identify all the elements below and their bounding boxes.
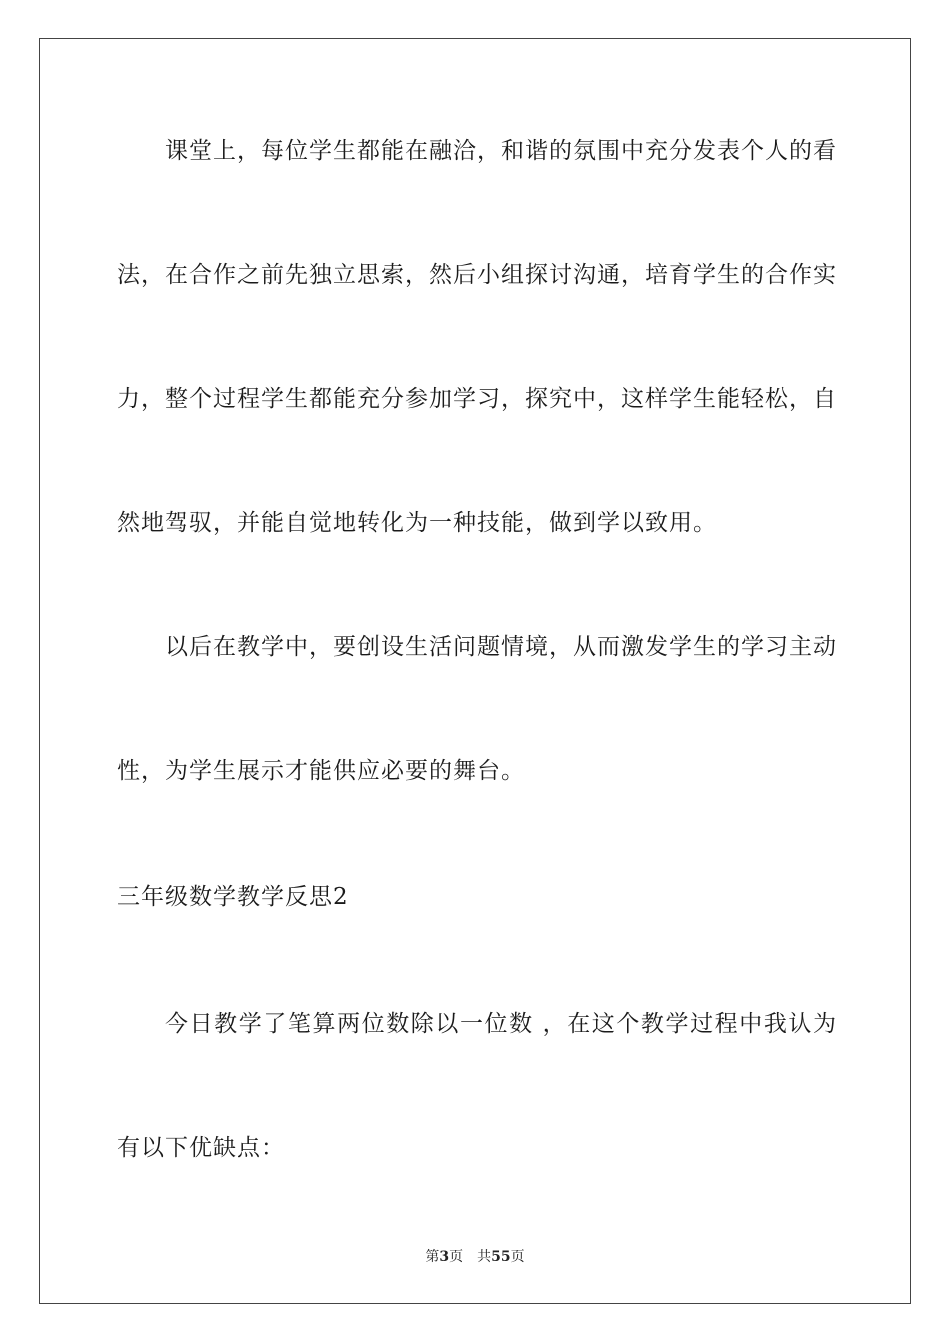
paragraph-1-line-4: 然地驾驭，并能自觉地转化为一种技能，做到学以致用。 [117,510,717,536]
footer-total-prefix: 共 [477,1249,492,1265]
footer-total-suffix: 页 [510,1249,525,1265]
paragraph-3-line-1: 今日教学了笔算两位数除以一位数 ，在这个教学过程中我认为 [165,1011,837,1037]
paragraph-3-line-2: 有以下优缺点： [117,1135,285,1161]
footer-page-suffix: 页 [449,1249,464,1265]
paragraph-1-line-3: 力，整个过程学生都能充分参加学习，探究中，这样学生能轻松，自 [117,386,837,412]
footer-total-pages: 55 [491,1249,511,1265]
paragraph-2-line-1: 以后在教学中，要创设生活问题情境，从而激发学生的学习主动 [165,634,837,660]
footer-prefix: 第 [425,1249,440,1265]
paragraph-1-line-1: 课堂上，每位学生都能在融洽，和谐的氛围中充分发表个人的看 [165,138,837,164]
footer-page-number: 3 [439,1249,450,1265]
section-heading: 三年级数学教学反思2 [117,884,349,910]
page-border [39,38,911,1304]
paragraph-1-line-2: 法，在合作之前先独立思索，然后小组探讨沟通，培育学生的合作实 [117,262,837,288]
paragraph-2-line-2: 性，为学生展示才能供应必要的舞台。 [117,758,525,784]
page-footer [0,1248,950,1266]
